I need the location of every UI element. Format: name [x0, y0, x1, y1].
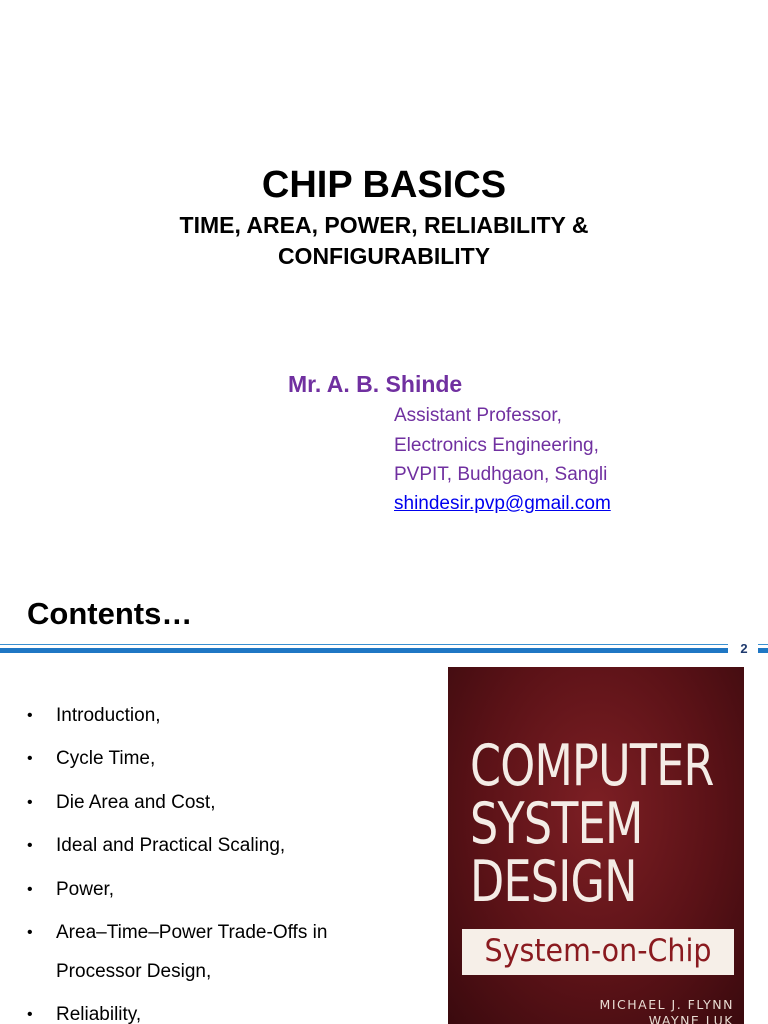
bullet-icon: • [27, 924, 33, 941]
book-title [470, 733, 714, 915]
bullet-icon: • [27, 707, 33, 724]
bullet-icon: • [27, 794, 33, 811]
book-cover-image [448, 667, 744, 1024]
list-item-text: Cycle Time, [56, 748, 156, 769]
header-rule-thin [0, 644, 728, 645]
list-item-text: Ideal and Practical Scaling, [56, 835, 286, 856]
list-item-text: Die Area and Cost, [56, 792, 216, 813]
list-item-text: Processor Design, [56, 961, 212, 982]
list-item-text: Power, [56, 879, 115, 900]
slide-subtitle: TIME, AREA, POWER, RELIABILITY & CONFIGURABILITY [179, 212, 589, 269]
contents-slide [0, 576, 768, 1024]
author-institute: PVPIT, Budhgaon, Sangli [394, 464, 608, 485]
author-email-link[interactable]: shindesir.pvp@gmail.com [394, 493, 611, 514]
book-subtitle-band [462, 929, 734, 975]
contents-heading: Contents… [27, 596, 193, 631]
list-item-text: Reliability, [56, 1004, 142, 1024]
author-position: Assistant Professor, [394, 405, 562, 426]
header-rule-thick-right [758, 648, 768, 653]
book-subtitle: System-on-Chip [484, 933, 712, 969]
slide-title: CHIP BASICS [261, 164, 507, 206]
author-department: Electronics Engineering, [394, 435, 599, 456]
page-number: 2 [740, 641, 748, 656]
list-item-text: Introduction, [56, 705, 161, 726]
book-author: MICHAEL J. FLYNN [599, 997, 734, 1012]
bullet-icon: • [27, 881, 33, 898]
header-rule-thick [0, 648, 728, 653]
book-title-line: DESIGN [470, 849, 637, 915]
book-author: WAYNE LUK [648, 1013, 734, 1024]
book-title-line: COMPUTER [470, 733, 714, 799]
author-name: Mr. A. B. Shinde [288, 371, 463, 397]
bullet-icon: • [27, 837, 33, 854]
book-title-line: SYSTEM [470, 791, 643, 857]
bullet-icon: • [27, 1006, 33, 1023]
header-rule-thin-right [758, 644, 768, 645]
list-item-text: Area–Time–Power Trade-Offs in [56, 922, 328, 943]
bullet-icon: • [27, 750, 33, 767]
